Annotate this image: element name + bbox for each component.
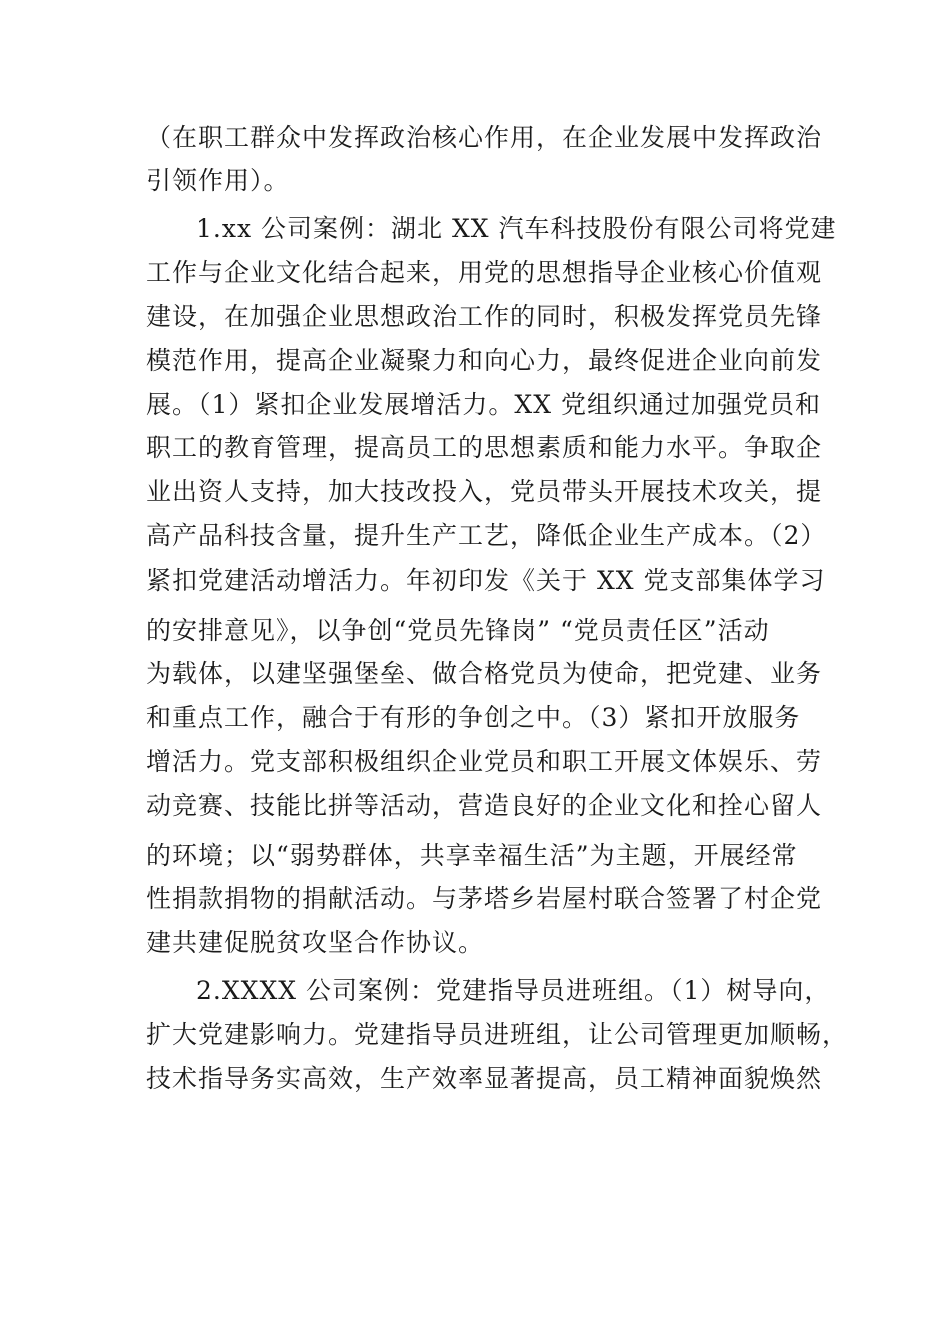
text-line: 动竞赛、技能比拼等活动，营造良好的企业文化和拴心留人 [146, 791, 823, 820]
text-line: 1.xx 公司案例：湖北 XX 汽车科技股份有限公司将党建 [196, 214, 837, 243]
text-line: 和重点工作，融合于有形的争创之中。（3）紧扣开放服务 [146, 703, 801, 732]
text-line: 建设，在加强企业思想政治工作的同时，积极发挥党员先锋 [146, 302, 823, 331]
text-line: 为载体，以建坚强堡垒、做合格党员为使命，把党建、业务 [146, 659, 823, 688]
text-line: 的安排意见》，以争创“党员先锋岗” “党员责任区”活动 [146, 616, 770, 645]
text-line: 技术指导务实高效，生产效率显著提高，员工精神面貌焕然 [146, 1064, 823, 1093]
text-line: 职工的教育管理，提高员工的思想素质和能力水平。争取企 [146, 433, 823, 462]
text-line: 增活力。党支部积极组织企业党员和职工开展文体娱乐、劳 [146, 747, 823, 776]
text-line: 展。（1）紧扣企业发展增活力。XX 党组织通过加强党员和 [146, 390, 821, 419]
text-line: 性捐款捐物的捐献活动。与茅塔乡岩屋村联合签署了村企党 [146, 884, 823, 913]
text-line: 2.XXXX 公司案例：党建指导员进班组。（1）树导向， [196, 976, 831, 1005]
text-line: 建共建促脱贫攻坚合作协议。 [146, 928, 485, 957]
text-line: 引领作用）。 [146, 166, 290, 195]
text-line: （在职工群众中发挥政治核心作用，在企业发展中发挥政治 [146, 123, 823, 152]
text-line: 的环境；以“弱势群体，共享幸福生活”为主题，开展经常 [146, 841, 798, 870]
text-line: 高产品科技含量，提升生产工艺，降低企业生产成本。（2） [146, 521, 827, 550]
text-line: 紧扣党建活动增活力。年初印发《关于 XX 党支部集体学习 [146, 566, 826, 595]
text-line: 工作与企业文化结合起来，用党的思想指导企业核心价值观 [146, 258, 823, 287]
text-line: 模范作用，提高企业凝聚力和向心力，最终促进企业向前发 [146, 346, 823, 375]
text-line: 业出资人支持，加大技改投入，党员带头开展技术攻关，提 [146, 477, 823, 506]
text-line: 扩大党建影响力。党建指导员进班组，让公司管理更加顺畅， [146, 1020, 849, 1049]
